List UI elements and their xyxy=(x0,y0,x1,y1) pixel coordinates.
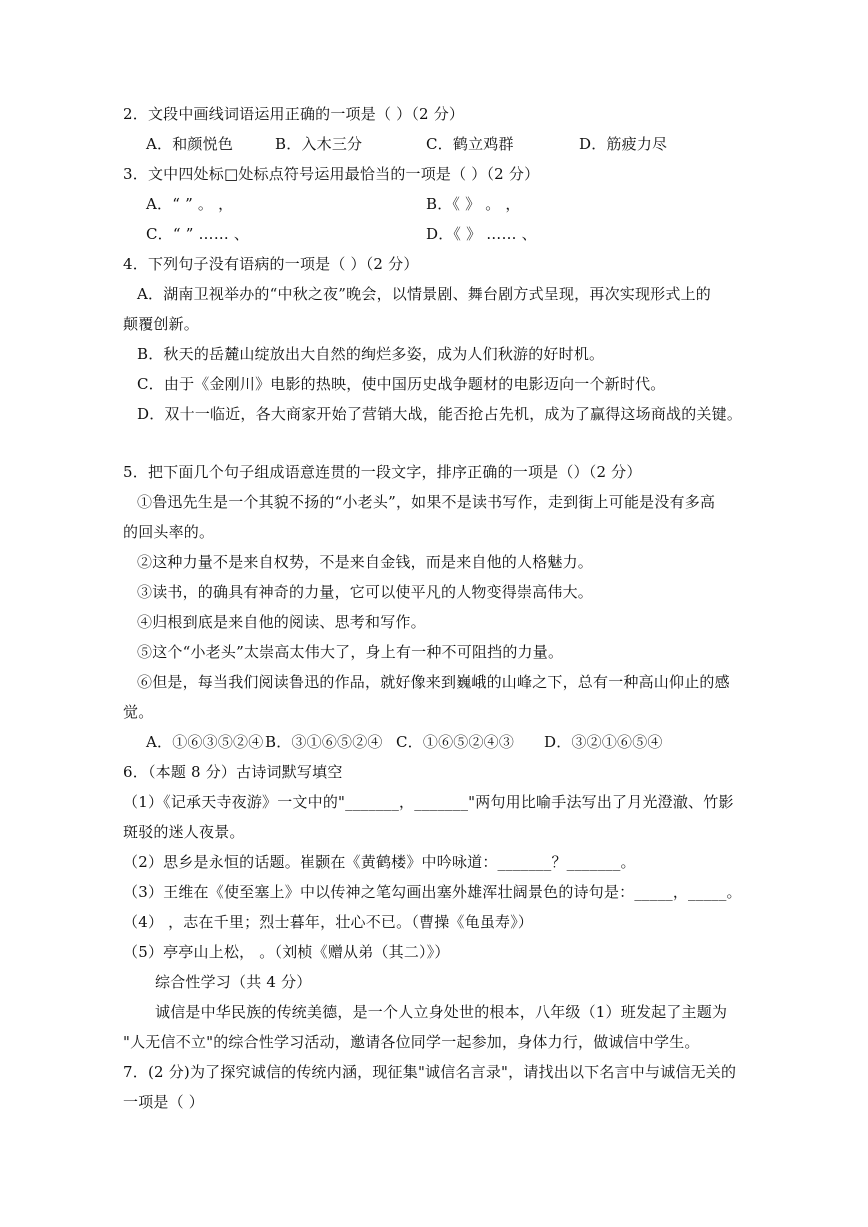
q7-stem: 7．(2 分)为了探究诚信的传统内涵，现征集"诚信名言录"，请找出以下名言中与诚信无关的 xyxy=(123,1063,737,1081)
section-intro-line-2: "人无信不立"的综合性学习活动，邀请各位同学一起参加，身体力行，做诚信中学生。 xyxy=(123,1033,700,1051)
q5-sentence-1: ①鲁迅先生是一个其貌不扬的“小老头”，如果不是读书写作，走到街上可能是没有多高 xyxy=(137,493,716,511)
q3-stem: 3．文中四处标□处标点符号运用最恰当的一项是（ ）（2 分） xyxy=(123,165,540,183)
q2-option-b[interactable]: B．入木三分 xyxy=(275,135,363,153)
q5-option-b[interactable]: B．③①⑥⑤②④ xyxy=(265,733,383,751)
q3-option-a[interactable]: A．“ ” 。 ， xyxy=(146,195,234,213)
q4-option-d[interactable]: D．双十一临近，各大商家开始了营销大战，能否抢占先机，成为了赢得这场商战的关键。 xyxy=(137,405,743,423)
q2-option-d[interactable]: D．筋疲力尽 xyxy=(579,135,668,153)
q5-stem: 5．把下面几个句子组成语意连贯的一段文字，排序正确的一项是（）（2 分） xyxy=(123,463,642,481)
q6-stem: 6．（本题 8 分）古诗词默写填空 xyxy=(123,763,343,781)
q6-item-1-cont: 斑驳的迷人夜景。 xyxy=(123,823,245,841)
q4-option-c[interactable]: C．由于《金刚川》电影的热映，使中国历史战争题材的电影迈向一个新时代。 xyxy=(137,375,666,393)
q6-item-3: （3）王维在《使至塞上》中以传神之笔勾画出塞外雄浑壮阔景色的诗句是：_____，_____。 xyxy=(123,883,742,901)
q5-sentence-1-cont: 的回头率的。 xyxy=(123,523,215,541)
q5-option-c[interactable]: C．①⑥⑤②④③ xyxy=(396,733,515,751)
q2-option-c[interactable]: C．鹤立鸡群 xyxy=(426,135,514,153)
q6-item-5: （5）亭亭山上松， 。（刘桢《赠从弟（其二）》） xyxy=(123,943,450,961)
section-title: 综合性学习（共 4 分） xyxy=(155,973,312,991)
q2-stem: 2．文段中画线词语运用正确的一项是（ ）（2 分） xyxy=(123,105,465,123)
q4-stem: 4．下列句子没有语病的一项是（ ）（2 分） xyxy=(123,255,419,273)
q6-item-4: （4） ，志在千里；烈士暮年，壮心不已。（曹操《龟虽寿》） xyxy=(123,913,534,931)
q4-option-a[interactable]: A．湖南卫视举办的“中秋之夜”晚会，以情景剧、舞台剧方式呈现，再次实现形式上的 xyxy=(137,285,711,303)
q3-option-d[interactable]: D．《 》 …… 、 xyxy=(426,225,537,243)
q2-option-a[interactable]: A．和颜悦色 xyxy=(146,135,234,153)
q5-sentence-4: ④归根到底是来自他的阅读、思考和写作。 xyxy=(137,613,426,631)
q6-item-2: （2）思乡是永恒的话题。崔颢在《黄鹤楼》中吟咏道：_______？_______。 xyxy=(123,853,636,871)
q4-option-a-cont: 颠覆创新。 xyxy=(123,315,200,333)
q7-stem-cont: 一项是（ ） xyxy=(123,1093,204,1111)
q5-sentence-6-cont: 觉。 xyxy=(123,703,154,721)
q5-option-d[interactable]: D．③②①⑥⑤④ xyxy=(544,733,663,751)
q6-item-1: （1）《记承天寺夜游》一文中的"_______，_______"两句用比喻手法写出了月光澄澈、竹影 xyxy=(123,793,734,811)
q5-sentence-6: ⑥但是，每当我们阅读鲁迅的作品，就好像来到巍峨的山峰之下，总有一种高山仰止的感 xyxy=(137,673,730,691)
q3-option-b[interactable]: B．《 》 。 ， xyxy=(426,195,521,213)
q3-option-c[interactable]: C．“ ” …… 、 xyxy=(146,225,250,243)
q4-option-b[interactable]: B．秋天的岳麓山绽放出大自然的绚烂多姿，成为人们秋游的好时机。 xyxy=(137,345,605,363)
q5-sentence-5: ⑤这个“小老头”太崇高太伟大了，身上有一种不可阻挡的力量。 xyxy=(137,643,564,661)
q5-option-a[interactable]: A．①⑥③⑤②④ xyxy=(146,733,264,751)
section-intro-line-1: 诚信是中华民族的传统美德，是一个人立身处世的根本，八年级（1）班发起了主题为 xyxy=(155,1003,728,1021)
q5-sentence-2: ②这种力量不是来自权势，不是来自金钱，而是来自他的人格魅力。 xyxy=(137,553,594,571)
q5-sentence-3: ③读书，的确具有神奇的力量，它可以使平凡的人物变得崇高伟大。 xyxy=(137,583,594,601)
